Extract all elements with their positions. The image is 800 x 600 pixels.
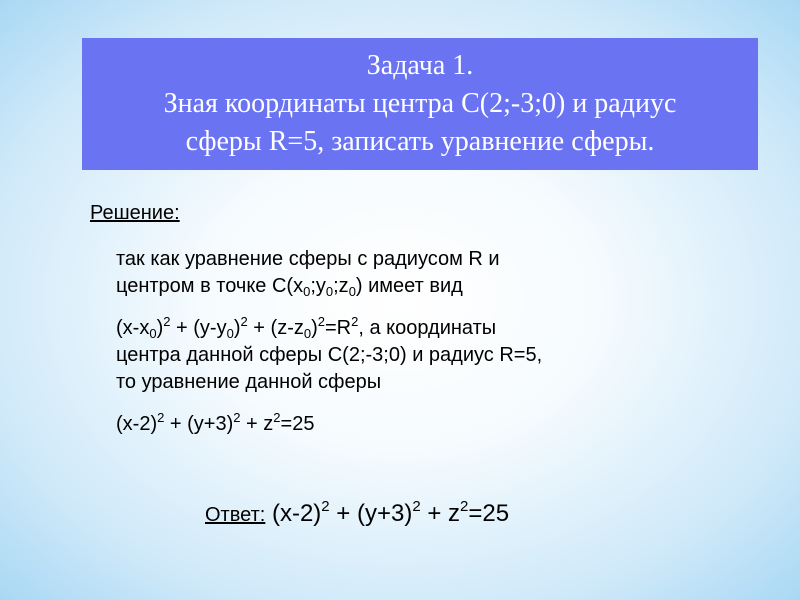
solution-line-1: так как уравнение сферы с радиусом R и: [116, 248, 500, 270]
task-title: Задача 1.: [366, 50, 474, 81]
task-title-box: [82, 38, 758, 170]
task-statement-line-1: Зная координаты центра С(2;-3;0) и радиус: [163, 88, 677, 119]
solution-line-2: центром в точке $С(х_0;у_0;z_0)$ имеет вид: [116, 275, 463, 299]
solution-line-5: то уравнение данной сферы: [116, 371, 382, 393]
answer-equation: $(х-2)^2 + (у+3)^2 + z^2=25$: [265, 498, 510, 527]
solution-heading: Решение:: [90, 202, 180, 224]
answer-line: [205, 500, 509, 528]
solution-line-3-general-equation: $(х-х_0)^2 + (у-у_0)^2 + (z-z_0)^2=R^2$, а координаты: [116, 314, 497, 341]
task-statement-line-2: сферы R=5, записать уравнение сферы.: [185, 126, 655, 157]
answer-label: Ответ:: [205, 504, 266, 526]
solution-line-6-equation: $(х-2)^2 + (у+3)^2 + z^2=25$: [116, 410, 315, 435]
solution-line-4: центра данной сферы С(2;-3;0) и радиус R=5,: [116, 344, 543, 366]
